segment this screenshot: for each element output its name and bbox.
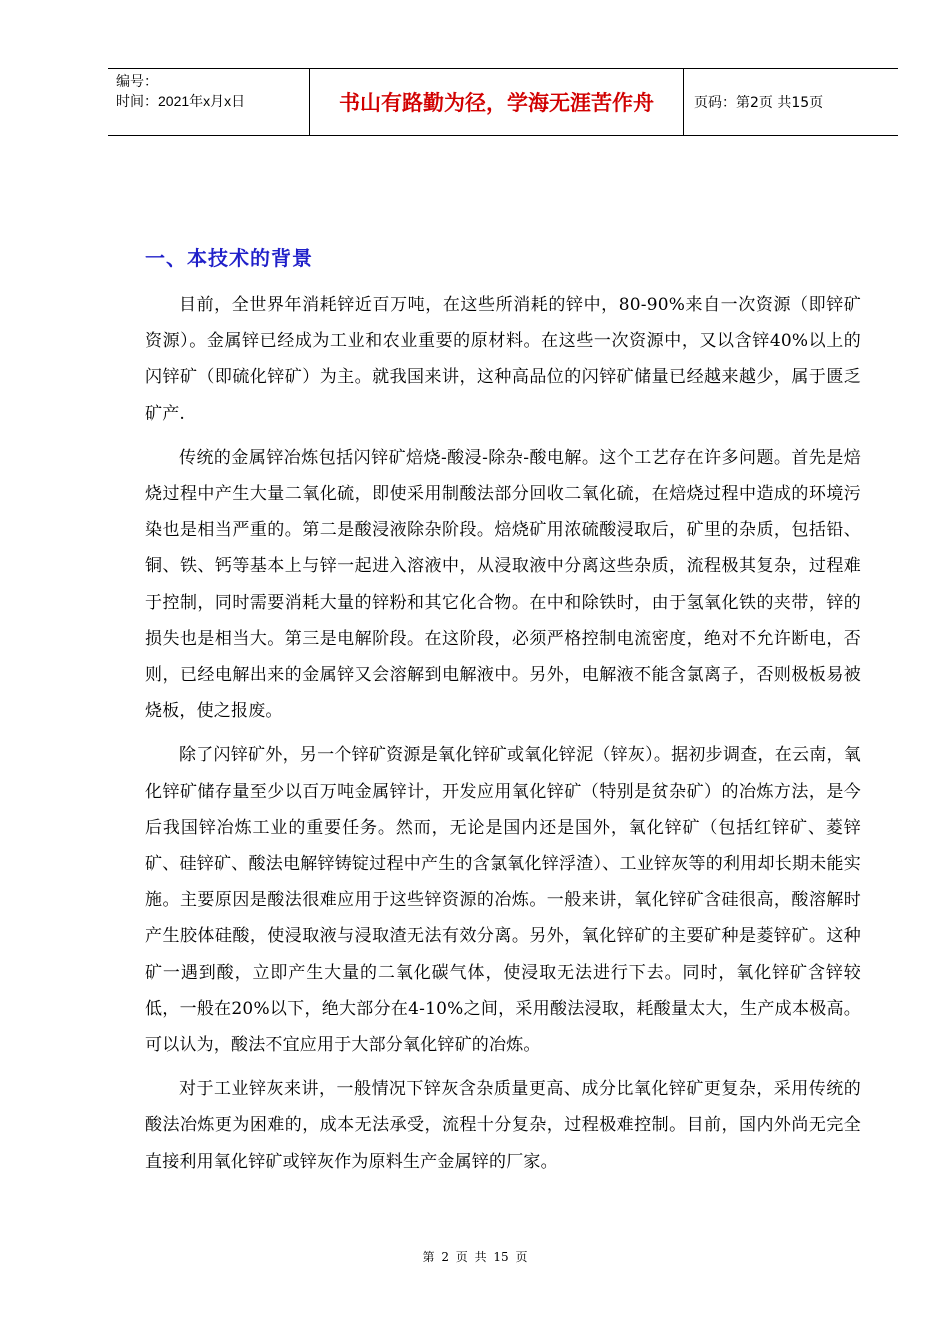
page-footer: 第 2 页 共 15 页 <box>422 1250 528 1264</box>
body-paragraph: 对于工业锌灰来讲，一般情况下锌灰含杂质量更高、成分比氧化锌矿更复杂，采用传统的酸法冶炼更为困难的，成本无法承受，流程十分复杂，过程极难控制。目前，国内外尚无完全直接利用氧化锌矿或锌灰作为原料生产金属锌的厂家。 <box>145 1079 861 1172</box>
body-paragraph: 除了闪锌矿外，另一个锌矿资源是氧化锌矿或氧化锌泥（锌灰）。据初步调查，在云南，氧化锌矿储存量至少以百万吨金属锌计，开发应用氧化锌矿（特别是贫杂矿）的冶炼方法，是今后我国锌冶炼工业的重要任务。然而，无论是国内还是国外，氧化锌矿（包括红锌矿、菱锌矿、硅锌矿、酸法电解锌铸锭过程中产生的含氯氧化锌浮渣）、工业锌灰等的利用却长期未能实施。主要原因是酸法很难应用于这些锌资源的冶炼。一般来讲，氧化锌矿含硅很高，酸溶解时产生胶体硅酸，使浸取液与浸取渣无法有效分离。另外，氧化锌矿的主要矿种是菱锌矿。这种矿一遇到酸，立即产生大量的二氧化碳气体，使浸取无法进行下去。同时，氧化锌矿含锌较低，一般在20%以下，绝大部分在4-10%之间，采用酸法浸取，耗酸量太大，生产成本极高。可以认为，酸法不宜应用于大部分氧化锌矿的冶炼。 <box>145 745 861 1056</box>
document-body <box>145 287 861 1188</box>
document-header <box>108 68 898 136</box>
header-meta-cell <box>108 69 310 135</box>
body-paragraph: 传统的金属锌冶炼包括闪锌矿焙烧-酸浸-除杂-酸电解。这个工艺存在许多问题。首先是焙烧过程中产生大量二氧化硫，即使采用制酸法部分回收二氧化硫，在焙烧过程中造成的环境污染也是相当严重的。第二是酸浸液除杂阶段。焙烧矿用浓硫酸浸取后，矿里的杂质，包括铅、铜、铁、钙等基本上与锌一起进入溶液中，从浸取液中分离这些杂质，流程极其复杂，过程难于控制，同时需要消耗大量的锌粉和其它化合物。在中和除铁时，由于氢氧化铁的夹带，锌的损失也是相当大。第三是电解阶段。在这阶段，必须严格控制电流密度，绝对不允许断电，否则，已经电解出来的金属锌又会溶解到电解液中。另外，电解液不能含氯离子，否则极板易被烧板，使之报废。 <box>145 447 861 722</box>
body-paragraph: 目前，全世界年消耗锌近百万吨，在这些所消耗的锌中，80-90%来自一次资源（即锌矿资源）。金属锌已经成为工业和农业重要的原材料。在这些一次资源中，又以含锌40%以上的闪锌矿（即硫化锌矿）为主。就我国来讲，这种高品位的闪锌矿储量已经越来越少，属于匮乏矿产. <box>145 295 861 424</box>
header-motto: 书山有路勤为径，学海无涯苦作舟 <box>310 69 684 135</box>
section-heading: 一、本技术的背景 <box>145 246 313 270</box>
header-page-info: 页码：第2页 共15页 <box>694 95 824 111</box>
header-number-label: 编号： <box>116 73 158 89</box>
header-time-label: 时间：2021年x月x日 <box>116 93 246 109</box>
